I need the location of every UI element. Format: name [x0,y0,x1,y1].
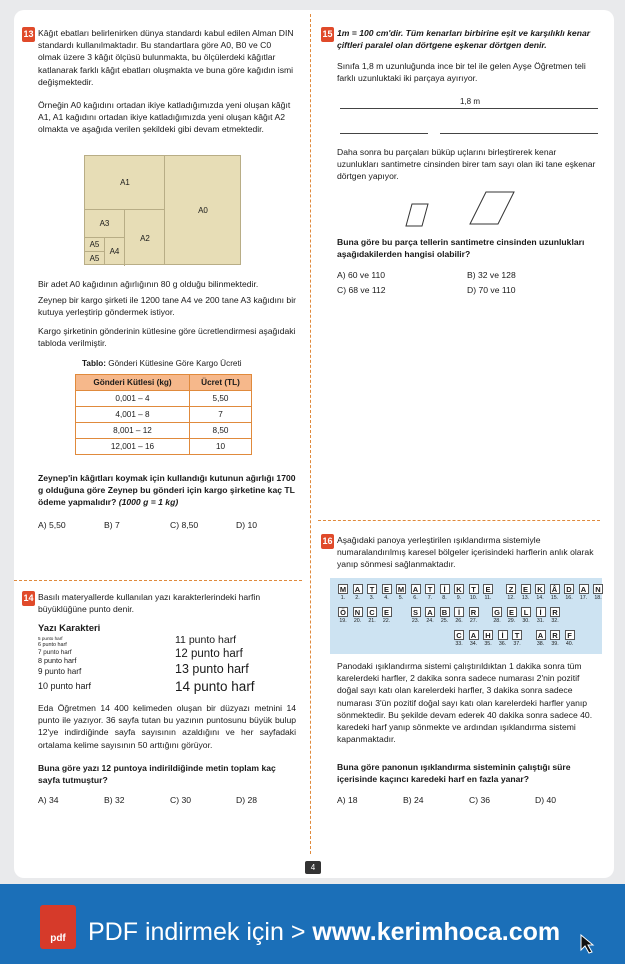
board-cell-number: 4. [384,595,389,601]
board-letter-cell: İ [440,584,450,594]
board-letter-cell: N [353,607,363,617]
board-letter-cell: İ [454,607,464,617]
q15-question: Buna göre bu parça tellerin santimetre cinsinden uzunlukları aşağıdakilerden hangisi olabilir? [337,237,585,260]
board-cell-number: 27. [469,618,478,624]
wire-length-label: 1,8 m [460,97,481,106]
board-cell-number: 10. [469,595,478,601]
option-a[interactable]: A) 34 [38,795,59,805]
q16-options [337,795,595,805]
board-letter-cell: B [440,607,450,617]
a5-region-bottom: A5 [89,254,100,263]
option-c[interactable]: C) 8,50 [170,520,199,530]
board-cell-number: 11. [484,595,492,601]
board-letter-cell: Â [550,584,560,594]
board-cell-number: 37. [513,641,521,647]
table-cell: 8,001 – 12 [76,423,190,439]
option-b[interactable]: B) 32 ve 128 [467,270,516,280]
option-d[interactable]: D) 28 [236,795,258,805]
table-caption-label: Tablo: [82,359,106,368]
q13-paragraph-2: Örneğin A0 kağıdını ortadan ikiye katladığımızda yeni oluşan kâğıt A1, A1 kağıdını ortadan ikiye katladığımızda yeni oluşan kâğıt A2 olmakta ve aşağıda verilen şekildeki gibi devam etmektedir. [38,100,291,135]
q16-paragraph-2: Panodaki ışıklandırma sistemi çalıştırıldıktan 1 dakika sonra tüm karelerdeki harfler, 2 dakika sonra sadece numarası 2'nin pozitif doğal sayı katı olan karelerdeki harfler, 3 dakika sonra sadece numarası 3'ün pozitif doğal sayı katı olan karelerdeki harfler yanıp sönmektedir. Bu şekilde devam ederek 40 dakika sonra sadece 40. karedeki harf yanıp sönmekte ve ardından ışıklandırma sistemi kapanmaktadır. [337,661,593,745]
a0-region: A0 [164,156,241,265]
board-letter-cell: A [411,584,421,594]
rhombus-figures [398,190,518,230]
board-letter-cell: F [565,630,575,640]
board-letter-cell: C [367,607,377,617]
board-letter-cell: E [483,584,493,594]
a4-region: A4 [104,238,124,265]
q14-paragraph-2: Eda Öğretmen 14 400 kelimeden oluşan bir düzyazı metnini 14 punto ile yazıyor. 36 sayfa tutan bu yazının puntosunu büyük bulup 12'ye indirdiğinde sayfa sayısının azaldığını ve her sayfadaki ortalama kelime sayısının 50 arttığını görüyor. [38,703,296,750]
lighting-board [330,578,602,654]
board-cell-number: 29. [507,618,516,624]
board-cell-number: 1. [340,595,346,601]
board-cell-number: 9. [456,595,462,601]
cargo-price-table [75,374,252,455]
option-c[interactable]: C) 68 ve 112 [337,285,386,295]
table-header-row [76,375,252,391]
small-rhombus [406,204,428,226]
board-letter-cell: E [382,607,392,617]
board-cell-number: 13. [521,595,530,601]
option-b[interactable]: B) 24 [403,795,424,805]
option-b[interactable]: B) 32 [104,795,125,805]
q13-paragraph-1: Kâğıt ebatları belirlenirken dünya standardı kabul edilen Alman DIN standardı kullanılmaktadır. Bu standartlara göre A0, B0 ve C0 olmak üzere 3 kâğıt ölçüsü bulunmakta, bu ölçülerdeki kâğıtlar katlanarak farklı kâğıt ebatları oluşmakta ve buna göre kağıdın ismi değişmektedir. [38,28,294,87]
q14-paragraph-1: Basılı materyallerde kullanılan yazı karakterlerindeki harfin büyüklüğüne punto denir. [38,592,261,615]
board-cell-number: 38. [536,641,545,647]
board-letter-cell: L [521,607,531,617]
board-cell-number: 8. [442,595,447,601]
board-letter-cell: M [397,585,405,594]
question-divider-left [14,580,302,581]
board-cell-number: 6. [413,595,418,601]
sample-6pt: 6 punto harf [38,642,67,648]
table-cell: 10 [190,439,252,455]
wire-piece-2 [440,133,598,134]
table-header-mass: Gönderi Kütlesi (kg) [76,375,190,391]
pdf-icon[interactable]: pdf [40,905,76,949]
board-letter-cell: A [353,584,363,594]
question-divider-right [318,520,600,521]
board-cell-number: 24. [426,618,434,624]
option-b[interactable]: B) 7 [104,520,120,530]
board-cell-number: 21. [368,618,376,624]
q14-options [38,795,296,805]
large-rhombus [470,192,514,224]
board-letter-cell: Ö [338,607,348,617]
board-letter-cell: İ [498,630,508,640]
table-row [76,391,252,407]
download-text: PDF indirmek için > [88,918,313,946]
board-letter-cell: R [550,630,560,640]
board-cell-number: 32. [551,618,559,624]
q13-options [38,520,296,530]
board-letter-cell: S [411,607,421,617]
download-link[interactable] [88,918,560,947]
board-letter-cell: T [367,584,377,594]
sample-11pt: 11 punto harf [175,634,237,646]
sample-8pt: 8 punto harf [38,656,77,665]
whole-wire-line [340,108,598,109]
board-letter-cell: İ [536,607,546,617]
board-cell-number: 39. [551,641,559,647]
board-letter-cell: D [564,584,574,594]
a5-region-top: A5 [85,238,104,252]
q15-options [337,270,599,295]
board-letter-cell: R [469,607,479,617]
q15-paragraph-2: Sınıfa 1,8 m uzunluğunda ince bir tel ile gelen Ayşe Öğretmen teli farklı uzunluktaki iki parçaya ayırıyor. [337,61,586,84]
sample-10pt: 10 punto harf [38,681,92,691]
question-15-number: 15 [321,27,334,42]
q13-paragraph-3: Bir adet A0 kağıdının ağırlığının 80 g olduğu bilinmektedir. [38,279,259,289]
question-14-number: 14 [22,591,35,606]
table-cell: 12,001 – 16 [76,439,190,455]
board-cell-number: 23. [411,618,420,624]
board-letter-cell: E [382,584,392,594]
board-cell-number: 16. [565,595,573,601]
board-cell-number: 25. [440,618,449,624]
board-cell-number: 18. [594,595,602,601]
sample-13pt: 13 punto harf [175,662,249,676]
q13-paragraph-5: Kargo şirketinin gönderinin kütlesine göre ücretlendirmesi aşağıdaki tabloda verilmiştir. [38,326,296,349]
font-sizes-heading: Yazı Karakteri [38,623,101,634]
board-letter-cell: G [492,607,502,617]
board-letter-cell: K [535,584,545,594]
board-letter-cell: K [454,584,464,594]
question-16-number: 16 [321,534,334,549]
board-cell-number: 12. [507,595,515,601]
a2-region: A2 [124,210,165,266]
board-letter-cell: H [483,630,493,640]
table-row [76,407,252,423]
board-cell-number: 2. [355,595,360,601]
board-letter-cell: A [536,630,546,640]
sample-9pt: 9 punto harf [38,667,82,676]
q13-question [38,472,298,509]
option-d[interactable]: D) 70 ve 110 [467,285,516,295]
option-c[interactable]: C) 36 [469,795,491,805]
board-cell-number: 15. [550,595,559,601]
q15-paragraph-1: 1m = 100 cm'dir. Tüm kenarları birbirine eşit ve karşılıklı kenar çiftleri paralel olan dörtgene eşkenar dörtgen denir. [337,28,591,51]
table-cell: 4,001 – 8 [76,407,190,423]
option-c[interactable]: C) 30 [170,795,192,805]
board-letter-cell: A [425,607,435,617]
board-cell-number: 30. [522,618,530,624]
board-cell-number: 3. [369,595,375,601]
option-a[interactable]: A) 60 ve 110 [337,270,386,280]
option-d[interactable]: D) 10 [236,520,258,530]
website-link[interactable]: www.kerimhoca.com [312,918,561,946]
board-letter-cell: A [579,584,589,594]
a3-region: A3 [85,210,124,238]
q16-paragraph-1: Aşağıdaki panoya yerleştirilen ışıklandırma sistemiyle numaralandırılmış karesel bölgeler içerisindeki harflerin anlık olarak yanıp sönmesi sağlanmaktadır. [337,535,594,570]
q13-question-text: Zeynep'in kâğıtları koymak için kullandığı kutunun ağırlığı 1700 g olduğuna göre Zeynep bu gönderi için kargo şirketine kaç TL ödeme yapmalıdır? [38,473,296,508]
board-cell-number: 26. [455,618,463,624]
wire-piece-1 [340,133,428,134]
cursor-icon [580,934,596,954]
table-header-price: Ücret (TL) [190,375,252,391]
board-letter-cell: E [507,607,517,617]
q16-question: Buna göre panonun ışıklandırma sisteminin çalıştığı süre içerisinde kaçıncı karedeki harf en fazla yanar? [337,762,571,785]
board-cell-number: 40. [565,641,574,647]
paper-sizes-figure [84,155,241,265]
table-row [76,439,252,455]
board-cell-number: 35. [484,641,492,647]
sample-12pt: 12 punto harf [175,648,243,660]
board-cell-number: 28. [493,618,501,624]
option-a[interactable]: A) 5,50 [38,520,66,530]
sample-14pt: 14 punto harf [175,679,255,694]
board-letter-cell: N [593,584,603,594]
a1-region: A1 [85,156,165,210]
board-cell-number: 22. [382,618,391,624]
sample-7pt: 7 punto harf [38,649,72,656]
page-number: 4 [305,861,321,874]
board-letter-cell: T [512,630,522,640]
board-letter-cell: R [550,607,560,617]
board-letter-cell: M [339,585,347,594]
board-letter-cell: T [425,584,435,594]
sample-5pt: 5 punto harf [38,636,63,641]
board-letter-cell: T [469,584,479,594]
option-d[interactable]: D) 40 [535,795,557,805]
board-cell-number: 7. [427,595,433,601]
board-cell-number: 17. [579,595,588,601]
column-divider [310,14,311,854]
option-a[interactable]: A) 18 [337,795,358,805]
board-cell-number: 31. [536,618,545,624]
table-caption-text: Gönderi Kütlesine Göre Kargo Ücreti [105,359,242,368]
board-cell-number: 36. [498,641,507,647]
board-letter-cell: A [469,630,479,640]
q14-question: Buna göre yazı 12 puntoya indirildiğinde metin toplam kaç sayfa tutmuştur? [38,763,276,786]
table-cell: 8,50 [190,423,252,439]
board-cell-number: 14. [536,595,544,601]
board-cell-number: 19. [339,618,347,624]
table-cell: 5,50 [190,391,252,407]
table-row [76,423,252,439]
table-cell: 7 [190,407,252,423]
table-cell: 0,001 – 4 [76,391,190,407]
question-13-number: 13 [22,27,35,42]
board-cell-number: 34. [469,641,478,647]
board-cell-number: 5. [398,595,404,601]
board-cell-number: 20. [353,618,362,624]
board-letter-cell: Z [506,584,516,594]
board-letter-cell: E [521,584,531,594]
board-cell-number: 33. [455,641,463,647]
q13-question-note: (1000 g = 1 kg) [118,497,179,508]
q15-paragraph-3: Daha sonra bu parçaları büküp uçlarını birleştirerek kenar uzunlukları santimetre cinsinden birer tam sayı olan iki tane eşkenar dörtgen yapıyor. [337,147,596,182]
table-caption [82,358,302,370]
board-letter-cell: C [454,630,464,640]
q13-paragraph-4: Zeynep bir kargo şirketi ile 1200 tane A4 ve 200 tane A3 kağıdını bir kutuya yerleştirip göndermek istiyor. [38,295,296,318]
